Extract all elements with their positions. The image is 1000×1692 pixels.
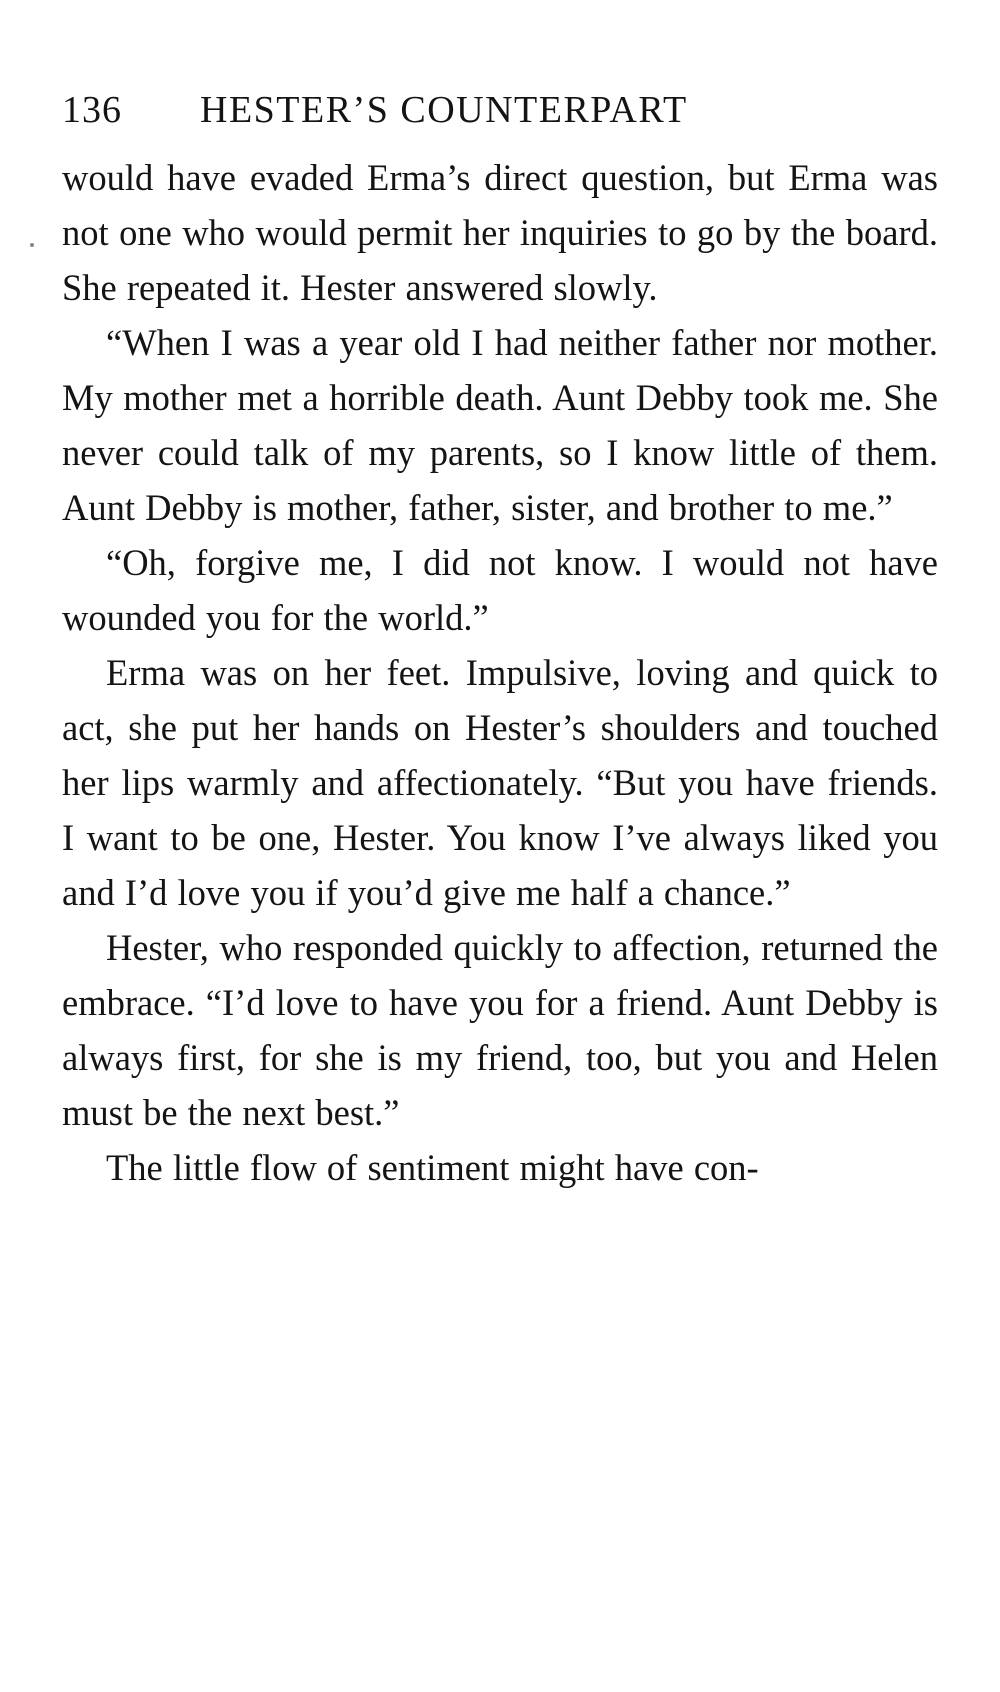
book-page [62,88,938,1195]
margin-speck [30,243,34,247]
paragraph-1: would have evaded Erma’s direct question, but Erma was not one who would permit her inquiries to go by the board. She repeated it. Hester answered slowly. [62,157,938,308]
page-number: 136 [62,89,122,131]
paragraph-3: “Oh, forgive me, I did not know. I would not have wounded you for the world.” [62,542,938,638]
paragraph-4: Erma was on her feet. Impulsive, loving and quick to act, she put her hands on Hester’s shoulders and touched her lips warmly and affectionately. “But you have friends. I want to be one, Hester. You know I’ve always liked you and I’d love you if you’d give me half a chance.” [62,652,938,913]
paragraph-6: The little flow of sentiment might have con- [106,1147,759,1188]
paragraph-2: “When I was a year old I had neither father nor mother. My mother met a horrible death. Aunt Debby took me. She never could talk of my parents, so I know little of them. Aunt Debby is mother, father, sister, and brother to me.” [62,322,938,528]
paragraph-5: Hester, who responded quickly to affection, returned the embrace. “I’d love to have you for a friend. Aunt Debby is always first, for she is my friend, too, but you and Helen must be the next best.” [62,927,938,1133]
body-text [62,150,938,1195]
book-title: HESTER’S COUNTERPART [200,89,688,131]
running-head [62,88,938,144]
